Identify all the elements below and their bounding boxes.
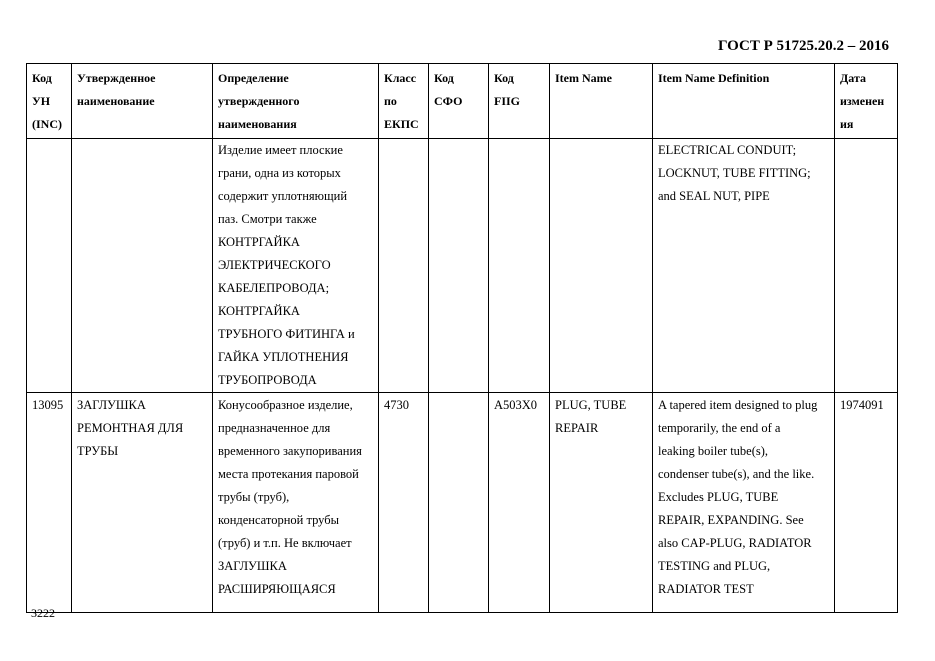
table-row (27, 139, 898, 393)
table-row (27, 393, 898, 613)
cell-ekps-class: 4730 (379, 393, 429, 613)
cell-approved-name (72, 139, 213, 393)
cell-item-name: PLUG, TUBE REPAIR (550, 393, 653, 613)
cell-change-date: 1974091 (835, 393, 898, 613)
cell-definition: Конусообразное изделие, предназначенное для временного закупоривания места протекания паровой трубы (труб), конденсаторной трубы (труб) и т.п. Не включает ЗАГЛУШКА РАСШИРЯЮЩАЯСЯ (213, 393, 379, 613)
cell-change-date (835, 139, 898, 393)
cell-sfo-code (429, 393, 489, 613)
item-name-table (26, 63, 898, 613)
col-header-sfo-code: Код СФО (429, 64, 489, 139)
document-header: ГОСТ Р 51725.20.2 – 2016 (717, 38, 889, 54)
col-header-ekps-class: Класс по ЕКПС (379, 64, 429, 139)
cell-ekps-class (379, 139, 429, 393)
cell-definition: Изделие имеет плоские грани, одна из которых содержит уплотняющий паз. Смотри также КОНТРГАЙКА ЭЛЕКТРИЧЕСКОГО КАБЕЛЕПРОВОДА; КОНТРГАЙКА ТРУБНОГО ФИТИНГА и ГАЙКА УПЛОТНЕНИЯ ТРУБОПРОВОДА (213, 139, 379, 393)
col-header-fiig-code: Код FIIG (489, 64, 550, 139)
cell-fiig-code (489, 139, 550, 393)
page-number: 3222 (31, 606, 55, 620)
col-header-definition: Определение утвержденного наименования (213, 64, 379, 139)
cell-approved-name: ЗАГЛУШКА РЕМОНТНАЯ ДЛЯ ТРУБЫ (72, 393, 213, 613)
cell-item-name-definition: ELECTRICAL CONDUIT; LOCKNUT, TUBE FITTING; and SEAL NUT, PIPE (653, 139, 835, 393)
table-header-row (27, 64, 898, 139)
col-header-approved-name: Утвержденное наименование (72, 64, 213, 139)
cell-fiig-code: A503X0 (489, 393, 550, 613)
col-header-inc: Код УН (INC) (27, 64, 72, 139)
cell-item-name-definition: A tapered item designed to plug temporarily, the end of a leaking boiler tube(s), condenser tube(s), and the like. Excludes PLUG, TUBE REPAIR, EXPANDING. See also CAP-PLUG, RADIATOR TESTING and PLUG, RADIATOR TEST (653, 393, 835, 613)
cell-inc: 13095 (27, 393, 72, 613)
col-header-item-name: Item Name (550, 64, 653, 139)
col-header-change-date: Дата изменен ия (835, 64, 898, 139)
col-header-item-name-definition: Item Name Definition (653, 64, 835, 139)
cell-item-name (550, 139, 653, 393)
cell-sfo-code (429, 139, 489, 393)
cell-inc (27, 139, 72, 393)
